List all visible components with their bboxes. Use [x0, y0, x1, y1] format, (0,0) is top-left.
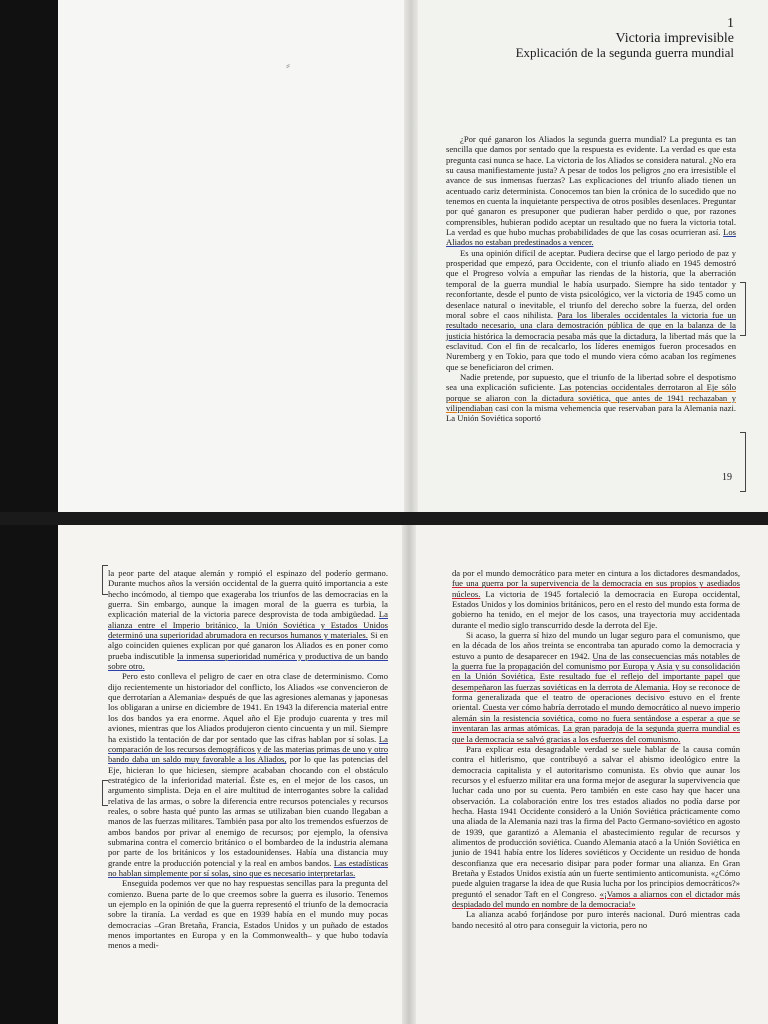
- paragraph: [108, 671, 388, 878]
- paragraph: [452, 909, 740, 930]
- text-run: La victoria de 1945 fortaleció la democracia en Europa occidental, Estados Unidos y los dominios británicos, pero en el resto del mundo esta forma de gobierno ha tenido, en el mejor de los casos, una trayectoria muy accidentada durante el medio siglo transcurrido desde la derrota del Eje.: [452, 588, 740, 630]
- text-run: Si en algo coinciden quienes explican por qué ganaron los Aliados es en poner como prueba indiscutible: [108, 630, 389, 661]
- paragraph: [452, 744, 740, 910]
- page-number: 19: [722, 472, 732, 483]
- body-text-bottom-left: [108, 568, 388, 951]
- text-run: Es una opinión difícil de aceptar. Pudiera decirse que el largo periodo de paz y prosperidad que empezó, para Occidente, con el triunfo aliado en 1945 demostró que el Progreso volvía a empuñar las riendas de la historia, que la aberración temporal de la guerra mundial le había usurpado. Siempre ha sido tentador y reconfortante, desde el punto de vista psicológico, ver la victoria de 1945 como un desenlace natural o inevitable, el triunfo del derecho sobre la fuerza, del orden moral sobre el caos nihilista.: [446, 247, 736, 320]
- scan-page-divider: [0, 512, 768, 525]
- text-run: Para explicar esta desagradable verdad se suele hablar de la causa común contra el hitlerismo, que contribuyó a salvar el abismo ideológico entre la democracia capitalista y el autoritarismo comunista. Es obvio que aunar los recursos y el esfuerzo militar era una forma mejor de asegurar la supervivencia que luchar cada uno por su cuenta. Pero también en este caso hay que hacer una observación. La colaboración entre los tres estados aliados no podía darse por hecha. Hasta 1941 Occidente consideró a la Unión Soviética prácticamente como una aliada de la Alemania nazi tras la firma del Pacto Germano-soviético en agosto de 1939, que garantizó a Alemania el abastecimiento regular de recursos y alimentos de producción soviética. Cuando Alemania atacó a la Unión Soviética en junio de 1941 había entre los líderes soviéticos y Occidente un residuo de honda desconfianza que era necesario disipar para poder formar una alianza. En Gran Bretaña y Estados Unidos existía aún un fuerte sentimiento anticomunista. «¿Cómo puede alguien tragarse la idea de que Rusia lucha por los principios democráticos?» preguntó el senador Taft en el Congreso.: [452, 743, 740, 899]
- book-gutter-top: [404, 0, 418, 512]
- underlined-passage: Las potencias occidentales derrotaron al Eje sólo porque se aliaron con la dictadura soviética, que antes de 1941 rechazaban y vilipendiaban: [446, 382, 736, 413]
- underlined-passage: Cuesta ver cómo habría derrotado el mundo democrático al nuevo imperio alemán sin la resistencia soviética, como no fuera sentándose a esperar a que se inventaran las armas atómicas.: [452, 702, 740, 734]
- text-run: Pero esto conlleva el peligro de caer en otra clase de determinismo. Como dijo recientemente un historiador del conflicto, los Aliados «se convencieron de que derrotarían a Alemania» después de que las agresiones alemanas y japonesas los obligaran a unirse en diciembre de 1941. En 1943 la diferencia material entre los dos bandos ya era enorme. Aquel año el Eje produjo cuarenta y tres mil aviones, mientras que los Aliados produjeron ciento cincuenta y un mil. Siempre ha existido la tentación de dar por sentado que las cifras hablan por sí solas.: [108, 671, 388, 744]
- text-run: da por el mundo democrático para meter en cintura a los dictadores desmandados,: [452, 568, 740, 578]
- paragraph: [446, 134, 736, 248]
- paragraph: [452, 568, 740, 630]
- underlined-passage: Los Aliados no estaban predestinados a vencer.: [446, 227, 736, 248]
- paragraph: [452, 630, 740, 744]
- text-run: la peor parte del ataque alemán y rompió el espinazo del poderío germano. Durante muchos años la versión occidental de la guerra quitó importancia a este hecho incómodo, al tiempo que exageraba los triunfos de las democracias en la guerra. Sin embargo, aunque la imagen moral de la guerra es turbia, la explicación material de la victoria parece desprovista de toda ambigüedad.: [108, 568, 388, 620]
- text-run: Hoy se reconoce de forma generalizada que el teatro de operaciones decisivo estuvo en el frente oriental.: [452, 681, 740, 713]
- underlined-passage: fue una guerra por la supervivencia de la democracia en sus propios y asediados núcleos.: [452, 578, 740, 599]
- margin-bracket-mark: [102, 565, 108, 595]
- underlined-passage: Una de las consecuencias más notables de la guerra fue la propagación del comunismo por Europa y Asia y su consolidación en la Unión Soviética.: [452, 650, 740, 682]
- underlined-passage: Para los liberales occidentales la victoria fue un resultado necesario, una clara demostración pública de que en la balanza de la justicia histórica la democracia pesaba más que la dictadura,: [446, 309, 736, 341]
- underlined-passage: La comparación de los recursos demográficos y de las materias primas de uno y otro bando daba un saldo muy favorable a los Aliados,: [108, 733, 388, 765]
- underlined-passage: Este resultado fue el reflejo del importante papel que desempeñaron las fuerzas soviéticas en la derrota de Alemania.: [452, 671, 740, 692]
- paragraph: [108, 568, 388, 671]
- text-run: casi con la misma vehemencia que reservaban para la Alemania nazi. La Unión Soviética soportó: [446, 402, 736, 424]
- chapter-title: Victoria imprevisible: [615, 31, 734, 46]
- text-run: ¿Por qué ganaron los Aliados la segunda guerra mundial? La pregunta es tan sencilla que damos por sentado que la respuesta es evidente. La verdad es que esta pregunta casi nunca se hace. La victoria de los Aliados se considera natural. ¿No era su causa manifiestamente justa? A pesar de todos los peligros ¿no era irresistible el avance de sus inmensas fuerzas? Las explicaciones del triunfo aliado tienen un acentuado cariz determinista. Conocemos tan bien la crónica de lo sucedido que no tenemos en cuenta la inquietante perspectiva de otros posibles desenlaces. Preguntar por qué ganaron es presuponer que pudieran haber perdido o que, por razones comprensibles, hubieran podido aceptar un resultado que no fuera la victoria total. La verdad es que hubo muchas probabilidades de que las cosas ocurrieran así.: [446, 134, 736, 238]
- blank-left-page: [58, 0, 410, 512]
- underlined-passage: «¡Vamos a aliarnos con el dictador más despiadado del mundo en nombre de la democracia!»: [452, 888, 740, 909]
- text-run: por lo que las potencias del Eje, hicieran lo que hiciesen, siempre acababan chocando con el obstáculo estratégico de la inferioridad material. Éste es, en el mejor de los casos, un argumento simplista. Deja en el aire multitud de interrogantes sobre la calidad relativa de las armas, o sobre la diferencia entre recursos potenciales y recursos reales, o sobre hasta qué punto las armas se utilizaban bien cuando llegaban a manos de las fuerzas militares. También pasa por alto los tremendos esfuerzos de ambos bandos por privar al enemigo de recursos; por ejemplo, la ofensiva submarina contra el comercio británico o el bombardeo de la industria alemana por parte de los británicos y los estadounidenses. Había una distancia muy grande entre la producción potencial y la real en ambos bandos.: [108, 754, 388, 868]
- paragraph: [446, 248, 736, 372]
- text-run: Si acaso, la guerra sí hizo del mundo un lugar seguro para el comunismo, que en la década de los años treinta se encontraba tan apurado como la democracia y estuvo a punto de desaparecer en 1942.: [452, 630, 740, 661]
- margin-bracket-mark: [102, 780, 108, 806]
- underlined-passage: la inmensa superioridad numérica y productiva de un bando sobre otro.: [108, 650, 388, 672]
- text-run: Nadie pretende, por supuesto, que el triunfo de la libertad sobre el despotismo sea una explicación suficiente.: [446, 371, 736, 393]
- underlined-passage: La alianza entre el Imperio británico, la Unión Soviética y Estados Unidos determinó una superioridad abrumadora en recursos humanos y materiales.: [108, 609, 388, 641]
- book-gutter-bottom: [402, 525, 416, 1024]
- margin-bracket-mark: [740, 432, 746, 492]
- paragraph: [446, 372, 736, 424]
- chapter-subtitle: Explicación de la segunda guerra mundial: [515, 45, 734, 60]
- pencil-mark-icon: ⸗: [286, 58, 290, 72]
- chapter-number: 1: [727, 16, 734, 31]
- body-text-bottom-right: [452, 568, 740, 930]
- margin-bracket-mark: [740, 282, 746, 336]
- body-text-top-right: [446, 134, 736, 424]
- text-run: Enseguida podemos ver que no hay respuestas sencillas para la pregunta del comienzo. Buena parte de lo que creemos sobre la guerra es ilusorio. Tenemos un ejemplo en la opinión de que la guerra representó el triunfo de la democracia sobre la tiranía. La verdad es que en 1939 había en el mundo muy pocas democracias –Gran Bretaña, Francia, Estados Unidos y un puñado de estados menos importantes en Europa y en la Commonwealth– y que hubo todavía menos a medi-: [108, 878, 388, 951]
- paragraph: [108, 878, 388, 950]
- text-run: la libertad más que la esclavitud. Con el fin de recalcarlo, los líderes enemigos fueron procesados en Nuremberg y en Tokio, para que todo el mundo viera cómo acaban los regímenes que se beneficiaron del crimen.: [446, 330, 736, 372]
- text-run: La alianza acabó forjándose por puro interés nacional. Duró mientras cada bando necesitó al otro para conseguir la victoria, pero no: [452, 909, 740, 930]
- underlined-passage: Las estadísticas no hablan simplemente por sí solas, sino que es necesario interpretarlas.: [108, 857, 388, 878]
- underlined-passage: La gran paradoja de la segunda guerra mundial es que la democracia se salvó gracias a los esfuerzos del comunismo.: [452, 723, 740, 744]
